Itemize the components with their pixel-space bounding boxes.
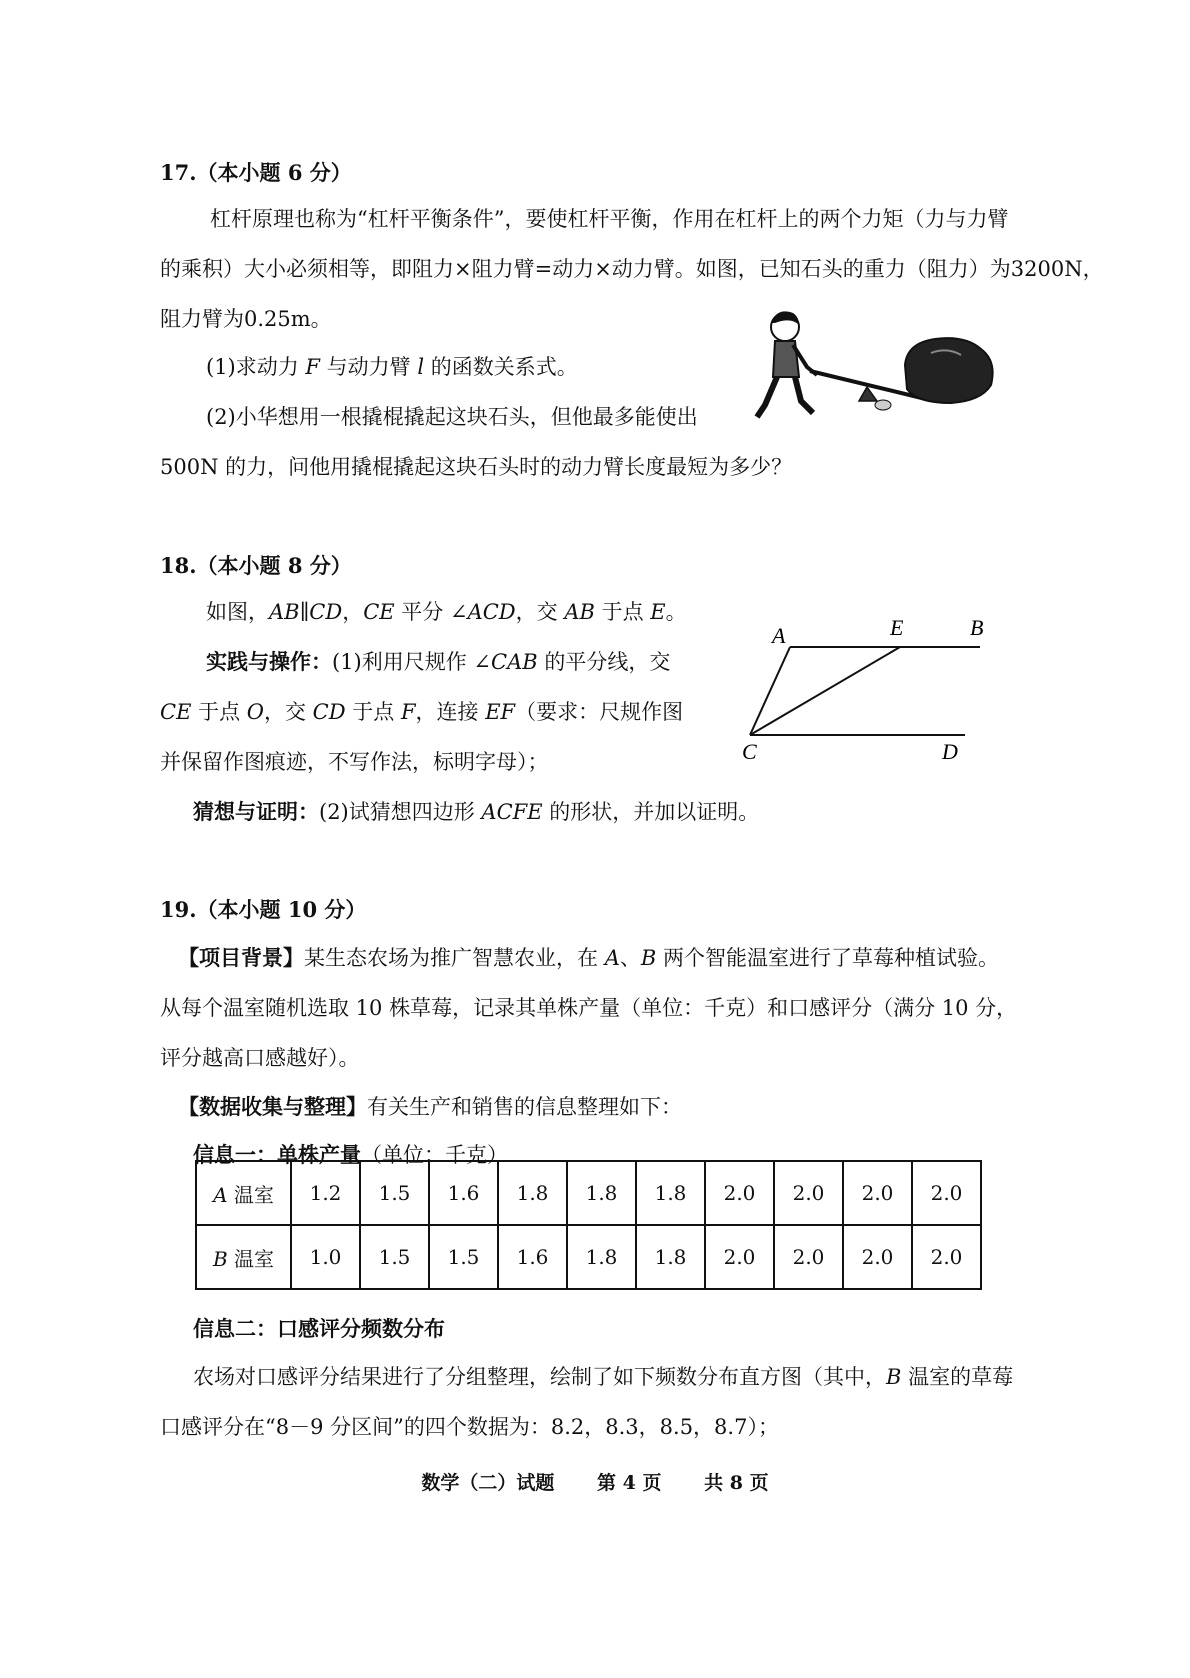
- q19-info-2-line-1: 农场对口感评分结果进行了分组整理，绘制了如下频数分布直方图（其中，B 温室的草莓: [193, 1365, 1014, 1389]
- table-cell: 1.5: [360, 1225, 429, 1289]
- footer-total-pages: 共 8 页: [704, 1472, 769, 1494]
- page-footer: [0, 1468, 1190, 1495]
- table-row: [196, 1225, 981, 1289]
- table-row: [196, 1161, 981, 1225]
- table-cell: 2.0: [705, 1225, 774, 1289]
- table-cell: 2.0: [912, 1161, 981, 1225]
- q18-conjecture: 猜想与证明：(2)试猜想四边形 ACFE 的形状，并加以证明。: [193, 799, 760, 824]
- q17-paragraph-line-1: 杠杆原理也称为“杠杆平衡条件”，要使杠杆平衡，作用在杠杆上的两个力矩（力与力臂: [210, 207, 1009, 231]
- lever-illustration: [755, 305, 1010, 435]
- q18-practice-line-3: 并保留作图痕迹，不写作法，标明字母）；: [160, 750, 549, 774]
- small-stone: [875, 400, 891, 410]
- q18-intro: 如图，AB∥CD，CE 平分 ∠ACD，交 AB 于点 E。: [206, 600, 687, 624]
- segment-ac: [750, 647, 790, 735]
- table-cell: 1.8: [498, 1161, 567, 1225]
- label-a: A: [772, 623, 786, 648]
- table-cell: 1.8: [567, 1225, 636, 1289]
- q18-practice: 实践与操作：(1)利用尺规作 ∠CAB 的平分线，交: [206, 649, 671, 674]
- table-cell: 1.6: [498, 1225, 567, 1289]
- q17-subquestion-1: (1)求动力 F 与动力臂 l 的函数关系式。: [206, 355, 578, 379]
- label-d: D: [942, 739, 958, 764]
- q17-paragraph-line-2: 的乘积）大小必须相等，即阻力×阻力臂=动力×动力臂。如图，已知石头的重力（阻力）为3200N，: [160, 257, 1104, 281]
- yield-table: [195, 1160, 982, 1290]
- table-cell: 1.5: [360, 1161, 429, 1225]
- q19-data-collection: 【数据收集与整理】有关生产和销售的信息整理如下：: [178, 1094, 682, 1119]
- table-cell: 1.0: [291, 1225, 360, 1289]
- q17-subquestion-2-line-1: (2)小华想用一根撬棍撬起这块石头，但他最多能使出: [206, 405, 698, 429]
- q19-info-2: 信息二：口感评分频数分布: [193, 1316, 445, 1341]
- question-19-title: 19.（本小题 10 分）: [160, 897, 367, 922]
- q19-info-2-line-2: 口感评分在“8－9 分区间”的四个数据为：8.2，8.3，8.5，8.7）；: [160, 1415, 779, 1439]
- table-cell: 2.0: [774, 1225, 843, 1289]
- table-cell: 1.8: [636, 1161, 705, 1225]
- row-header-b: B 温室: [196, 1225, 291, 1289]
- footer-page-number: 第 4 页: [597, 1472, 662, 1494]
- q19-background-line-2: 从每个温室随机选取 10 株草莓，记录其单株产量（单位：千克）和口感评分（满分 10 分，: [160, 996, 1018, 1020]
- table-cell: 2.0: [912, 1225, 981, 1289]
- q19-background-line-3: 评分越高口感越好）。: [160, 1046, 360, 1070]
- fulcrum: [859, 387, 877, 401]
- label-c: C: [742, 739, 757, 764]
- segment-ce: [750, 647, 900, 735]
- table-cell: 2.0: [774, 1161, 843, 1225]
- table-cell: 2.0: [843, 1161, 912, 1225]
- q18-practice-line-2: CE 于点 O，交 CD 于点 F，连接 EF（要求：尺规作图: [160, 700, 684, 724]
- footer-subject: 数学（二）试题: [421, 1472, 555, 1494]
- question-17-title: 17.（本小题 6 分）: [160, 160, 352, 185]
- q17-subquestion-2-line-2: 500N 的力，问他用撬棍撬起这块石头时的动力臂长度最短为多少？: [160, 455, 793, 479]
- table-cell: 2.0: [843, 1225, 912, 1289]
- table-cell: 1.8: [567, 1161, 636, 1225]
- q19-info-1: 信息一：单株产量（单位：千克）: [193, 1142, 508, 1167]
- table-cell: 1.8: [636, 1225, 705, 1289]
- q17-paragraph-line-3: 阻力臂为0.25m。: [160, 307, 332, 331]
- label-b: B: [970, 615, 984, 640]
- table-cell: 1.2: [291, 1161, 360, 1225]
- question-18-title: 18.（本小题 8 分）: [160, 553, 352, 578]
- geometry-figure: [730, 615, 1000, 765]
- label-e: E: [890, 615, 904, 640]
- table-cell: 1.6: [429, 1161, 498, 1225]
- table-cell: 2.0: [705, 1161, 774, 1225]
- q19-background-line-1: 【项目背景】某生态农场为推广智慧农业，在 A、B 两个智能温室进行了草莓种植试验。: [178, 945, 999, 970]
- rock: [905, 338, 993, 403]
- person-legs: [757, 377, 813, 417]
- table-cell: 1.5: [429, 1225, 498, 1289]
- row-header-a: A 温室: [196, 1161, 291, 1225]
